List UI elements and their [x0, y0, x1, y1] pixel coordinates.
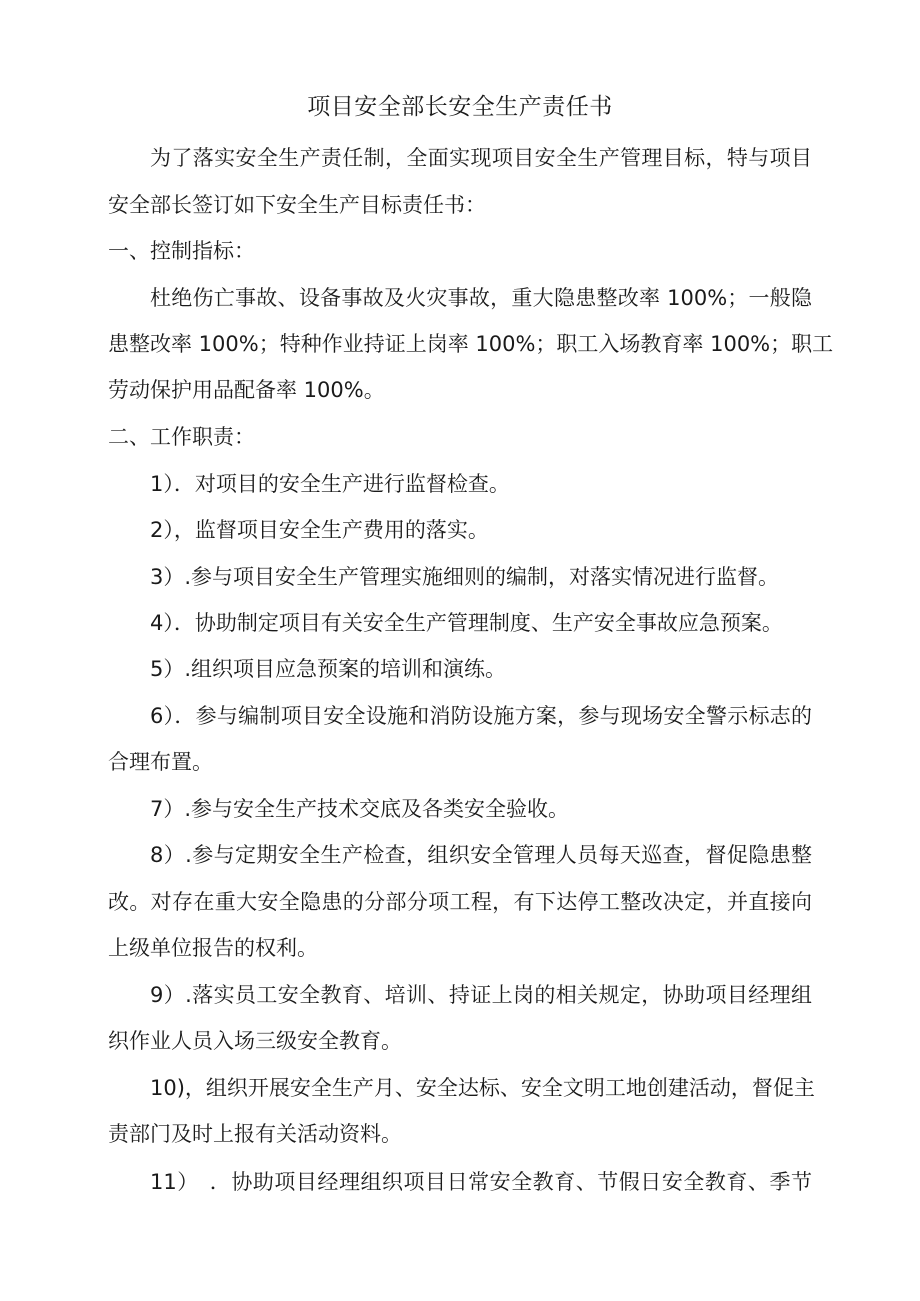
section-heading-control-targets: 一、控制指标：	[108, 239, 255, 263]
duty-item-8-continued: 改。对存在重大安全隐患的分部分项工程，有下达停工整改决定，并直接向	[108, 890, 812, 914]
duty-item-6-continued: 合理布置。	[108, 750, 213, 774]
section-heading-duties: 二、工作职责：	[108, 425, 255, 449]
duty-item-2: 2），监督项目安全生产费用的落实。	[150, 518, 489, 542]
intro-line: 安全部长签订如下安全生产目标责任书：	[108, 193, 486, 217]
duty-item-9-continued: 织作业人员入场三级安全教育。	[108, 1029, 402, 1053]
duty-item-8-continued: 上级单位报告的权利。	[108, 936, 318, 960]
duty-item-1: 1）．对项目的安全生产进行监督检查。	[150, 472, 510, 496]
duty-item-4: 4）．协助制定项目有关安全生产管理制度、生产安全事故应急预案。	[150, 611, 783, 635]
duty-item-7: 7）.参与安全生产技术交底及各类安全验收。	[150, 797, 570, 821]
document-title: 项目安全部长安全生产责任书	[307, 94, 613, 120]
control-targets-line: 杜绝伤亡事故、设备事故及火灾事故，重大隐患整改率 100%；一般隐	[150, 286, 812, 310]
duty-item-5: 5）.组织项目应急预案的培训和演练。	[150, 657, 507, 681]
duty-item-10: 10)，组织开展安全生产月、安全达标、安全文明工地创建活动，督促主	[150, 1076, 815, 1100]
duty-item-8: 8）.参与定期安全生产检查，组织安全管理人员每天巡查，督促隐患整	[150, 843, 812, 867]
control-targets-line: 劳动保护用品配备率 100%。	[108, 378, 385, 402]
duty-item-10-continued: 责部门及时上报有关活动资料。	[108, 1122, 402, 1146]
duty-item-3: 3）.参与项目安全生产管理实施细则的编制，对落实情况进行监督。	[150, 565, 780, 589]
control-targets-line: 患整改率 100%；特种作业持证上岗率 100%；职工入场教育率 100%；职工	[108, 332, 834, 356]
intro-line: 为了落实安全生产责任制，全面实现项目安全生产管理目标，特与项目	[150, 146, 812, 170]
duty-item-11: 11） ．协助项目经理组织项目日常安全教育、节假日安全教育、季节	[150, 1170, 812, 1194]
duty-item-9: 9）.落实员工安全教育、培训、持证上岗的相关规定，协助项目经理组	[150, 983, 812, 1007]
duty-item-6: 6）．参与编制项目安全设施和消防设施方案，参与现场安全警示标志的	[150, 704, 812, 728]
